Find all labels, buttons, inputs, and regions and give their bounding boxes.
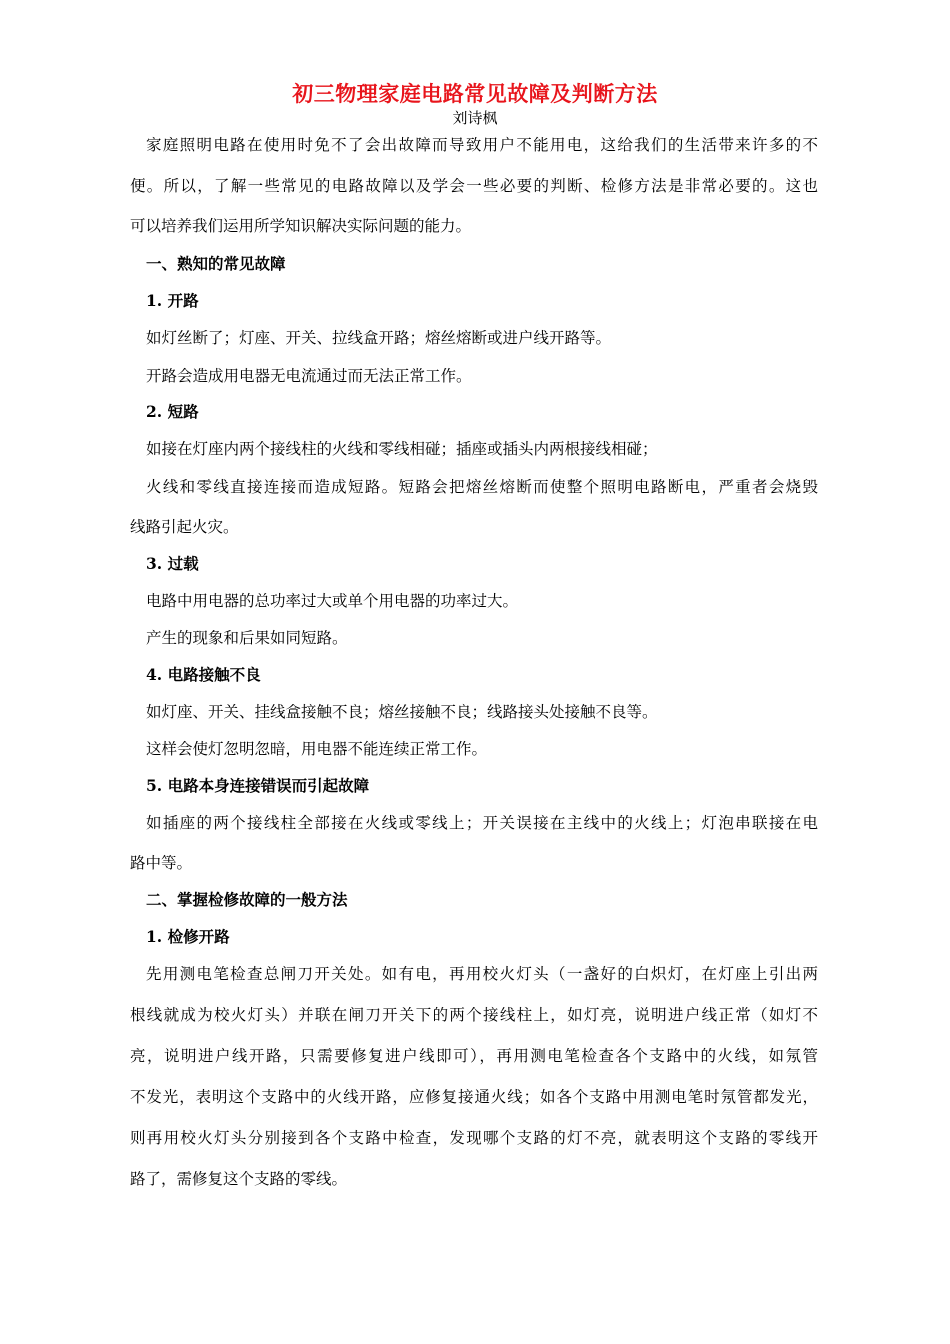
section-1-heading: 一、熟知的常见故障 [146, 254, 286, 273]
subsection-poor-contact-heading: 4. 电路接触不良 [146, 665, 261, 684]
section-2-heading: 二、掌握检修故障的一般方法 [146, 890, 348, 909]
intro-line-2: 便。所以，了解一些常见的电路故障以及学会一些必要的判断、检修方法是非常必要的。这也 [130, 177, 818, 195]
open-circuit-text-1: 如灯丝断了；灯座、开关、拉线盒开路；熔丝熔断或进户线开路等。 [146, 329, 612, 347]
repair-open-line-6: 路了，需修复这个支路的零线。 [130, 1170, 348, 1188]
overload-text-2: 产生的现象和后果如同短路。 [146, 629, 348, 647]
subsection-overload-heading: 3. 过载 [146, 554, 199, 573]
short-circuit-text-2-line-2: 线路引起火灾。 [130, 518, 239, 536]
short-circuit-text-2-line-1: 火线和零线直接连接而造成短路。短路会把熔丝熔断而使整个照明电路断电，严重者会烧毁 [146, 478, 818, 496]
author-name: 刘诗枫 [452, 109, 498, 127]
subsection-open-circuit-heading: 1. 开路 [146, 291, 199, 310]
repair-open-line-3: 亮，说明进户线开路，只需要修复进户线即可），再用测电笔检查各个支路中的火线，如氖管 [130, 1047, 818, 1065]
repair-open-line-2: 根线就成为校火灯头）并联在闸刀开关下的两个接线柱上，如灯亮，说明进户线正常（如灯不 [130, 1006, 818, 1024]
overload-text-1: 电路中用电器的总功率过大或单个用电器的功率过大。 [146, 592, 519, 610]
document-title: 初三物理家庭电路常见故障及判断方法 [292, 81, 658, 106]
repair-open-line-1: 先用测电笔检查总闸刀开关处。如有电，再用校火灯头（一盏好的白炽灯，在灯座上引出两 [146, 965, 818, 983]
short-circuit-text-1: 如接在灯座内两个接线柱的火线和零线相碰；插座或插头内两根接线相碰； [146, 440, 658, 458]
subsection-short-circuit-heading: 2. 短路 [146, 402, 199, 421]
subsection-repair-open-heading: 1. 检修开路 [146, 927, 230, 946]
subsection-wiring-error-heading: 5. 电路本身连接错误而引起故障 [146, 776, 370, 795]
intro-line-3: 可以培养我们运用所学知识解决实际问题的能力。 [130, 217, 472, 235]
wiring-error-text-line-2: 路中等。 [130, 854, 193, 872]
open-circuit-text-2: 开路会造成用电器无电流通过而无法正常工作。 [146, 367, 472, 385]
repair-open-line-5: 则再用校火灯头分别接到各个支路中检查，发现哪个支路的灯不亮，就表明这个支路的零线开 [130, 1129, 818, 1147]
poor-contact-text-1: 如灯座、开关、挂线盒接触不良；熔丝接触不良；线路接头处接触不良等。 [146, 703, 658, 721]
wiring-error-text-line-1: 如插座的两个接线柱全部接在火线或零线上；开关误接在主线中的火线上；灯泡串联接在电 [146, 814, 818, 832]
repair-open-line-4: 不发光，表明这个支路中的火线开路，应修复接通火线；如各个支路中用测电笔时氖管都发光， [130, 1088, 818, 1106]
intro-line-1: 家庭照明电路在使用时免不了会出故障而导致用户不能用电，这给我们的生活带来许多的不 [146, 136, 818, 154]
poor-contact-text-2: 这样会使灯忽明忽暗，用电器不能连续正常工作。 [146, 740, 488, 758]
